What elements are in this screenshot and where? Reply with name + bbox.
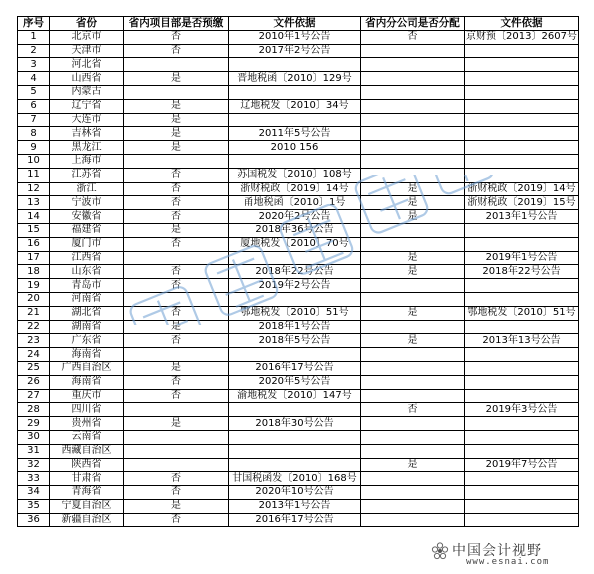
cell-index: 31 — [18, 444, 50, 458]
cell-branch-allocation: 是 — [361, 210, 465, 224]
cell-branch-allocation — [361, 127, 465, 141]
cell-branch-allocation: 是 — [361, 306, 465, 320]
cell-index: 34 — [18, 486, 50, 500]
cell-index: 22 — [18, 320, 50, 334]
cell-province: 云南省 — [50, 430, 124, 444]
cell-project-prepay — [124, 458, 229, 472]
cell-allocation-basis — [465, 85, 579, 99]
cell-allocation-basis — [465, 168, 579, 182]
cell-allocation-basis: 2019年1号公告 — [465, 251, 579, 265]
cell-index: 16 — [18, 237, 50, 251]
cell-allocation-basis — [465, 348, 579, 362]
cell-index: 25 — [18, 361, 50, 375]
cell-project-prepay — [124, 292, 229, 306]
cell-index: 12 — [18, 182, 50, 196]
cell-province: 浙江 — [50, 182, 124, 196]
cell-index: 10 — [18, 154, 50, 168]
cell-allocation-basis: 鄂地税发〔2010〕51号 — [465, 306, 579, 320]
cell-allocation-basis — [465, 499, 579, 513]
cell-index: 4 — [18, 72, 50, 86]
table-body — [18, 30, 579, 527]
cell-index: 18 — [18, 265, 50, 279]
header-allocation-basis: 文件依据 — [465, 17, 579, 31]
cell-allocation-basis — [465, 141, 579, 155]
cell-prepay-basis: 2020年5号公告 — [229, 375, 361, 389]
cell-branch-allocation — [361, 430, 465, 444]
cell-project-prepay: 否 — [124, 30, 229, 44]
cell-prepay-basis: 2020年2号公告 — [229, 210, 361, 224]
cell-branch-allocation — [361, 444, 465, 458]
cell-prepay-basis: 2018年36号公告 — [229, 223, 361, 237]
cell-prepay-basis: 晋地税函〔2010〕129号 — [229, 72, 361, 86]
cell-branch-allocation: 是 — [361, 196, 465, 210]
cell-prepay-basis: 厦地税发〔2010〕70号 — [229, 237, 361, 251]
cell-branch-allocation: 是 — [361, 182, 465, 196]
table-row — [18, 403, 579, 417]
cell-province: 上海市 — [50, 154, 124, 168]
cell-index: 32 — [18, 458, 50, 472]
cell-branch-allocation: 是 — [361, 251, 465, 265]
cell-prepay-basis: 甘国税函发〔2010〕168号 — [229, 472, 361, 486]
cell-project-prepay: 否 — [124, 472, 229, 486]
cell-index: 29 — [18, 417, 50, 431]
cell-province: 海南省 — [50, 375, 124, 389]
cell-branch-allocation — [361, 141, 465, 155]
cell-province: 宁夏自治区 — [50, 499, 124, 513]
cell-index: 30 — [18, 430, 50, 444]
cell-province: 贵州省 — [50, 417, 124, 431]
cell-index: 36 — [18, 513, 50, 527]
cell-index: 13 — [18, 196, 50, 210]
cell-allocation-basis — [465, 417, 579, 431]
cell-province: 甘肃省 — [50, 472, 124, 486]
cell-allocation-basis — [465, 486, 579, 500]
cell-index: 3 — [18, 58, 50, 72]
cell-branch-allocation: 是 — [361, 265, 465, 279]
cell-branch-allocation — [361, 168, 465, 182]
cell-allocation-basis: 2019年3号公告 — [465, 403, 579, 417]
cell-province: 山西省 — [50, 72, 124, 86]
cell-index: 19 — [18, 279, 50, 293]
cell-province: 宁波市 — [50, 196, 124, 210]
cell-province: 山东省 — [50, 265, 124, 279]
cell-province: 河北省 — [50, 58, 124, 72]
cell-prepay-basis: 渝地税发〔2010〕147号 — [229, 389, 361, 403]
cell-index: 21 — [18, 306, 50, 320]
cell-branch-allocation — [361, 154, 465, 168]
cell-branch-allocation — [361, 223, 465, 237]
cell-project-prepay: 否 — [124, 196, 229, 210]
cell-branch-allocation — [361, 348, 465, 362]
cell-prepay-basis — [229, 85, 361, 99]
cell-branch-allocation: 否 — [361, 30, 465, 44]
table-row — [18, 237, 579, 251]
cell-allocation-basis — [465, 72, 579, 86]
header-index: 序号 — [18, 17, 50, 31]
cell-allocation-basis: 2013年13号公告 — [465, 334, 579, 348]
table-row — [18, 141, 579, 155]
header-project-prepay: 省内项目部是否预缴 — [124, 17, 229, 31]
cell-index: 6 — [18, 99, 50, 113]
header-row — [18, 17, 579, 31]
cell-project-prepay — [124, 251, 229, 265]
cell-project-prepay — [124, 430, 229, 444]
cell-branch-allocation — [361, 58, 465, 72]
cell-index: 24 — [18, 348, 50, 362]
brand-title: 中国会计视野 — [452, 543, 542, 559]
cell-branch-allocation — [361, 320, 465, 334]
cell-prepay-basis: 苏国税发〔2010〕108号 — [229, 168, 361, 182]
cell-allocation-basis — [465, 292, 579, 306]
table-row — [18, 196, 579, 210]
cell-project-prepay: 否 — [124, 279, 229, 293]
cell-project-prepay — [124, 85, 229, 99]
cell-prepay-basis — [229, 113, 361, 127]
table-row — [18, 486, 579, 500]
table-row — [18, 127, 579, 141]
cell-prepay-basis: 浙财税政〔2019〕14号 — [229, 182, 361, 196]
cell-prepay-basis — [229, 251, 361, 265]
table-row — [18, 223, 579, 237]
cell-province: 广东省 — [50, 334, 124, 348]
cell-project-prepay: 否 — [124, 389, 229, 403]
cell-prepay-basis: 2018年1号公告 — [229, 320, 361, 334]
table-row — [18, 154, 579, 168]
cell-prepay-basis — [229, 430, 361, 444]
header-branch-allocation: 省内分公司是否分配 — [361, 17, 465, 31]
cell-province: 青岛市 — [50, 279, 124, 293]
table-row — [18, 99, 579, 113]
cell-project-prepay: 是 — [124, 127, 229, 141]
cell-branch-allocation — [361, 361, 465, 375]
cell-prepay-basis — [229, 58, 361, 72]
cell-province: 北京市 — [50, 30, 124, 44]
cell-province: 湖南省 — [50, 320, 124, 334]
cell-project-prepay: 否 — [124, 265, 229, 279]
cell-project-prepay: 否 — [124, 334, 229, 348]
cell-project-prepay — [124, 444, 229, 458]
cell-province: 海南省 — [50, 348, 124, 362]
cell-project-prepay: 是 — [124, 499, 229, 513]
cell-prepay-basis — [229, 348, 361, 362]
cell-prepay-basis — [229, 403, 361, 417]
cell-project-prepay: 是 — [124, 141, 229, 155]
cell-project-prepay — [124, 348, 229, 362]
table-row — [18, 279, 579, 293]
table-row — [18, 85, 579, 99]
cell-branch-allocation — [361, 375, 465, 389]
cell-index: 1 — [18, 30, 50, 44]
table-row — [18, 168, 579, 182]
cell-province: 广西自治区 — [50, 361, 124, 375]
cell-prepay-basis: 2018年30号公告 — [229, 417, 361, 431]
table-row — [18, 334, 579, 348]
cell-project-prepay: 否 — [124, 210, 229, 224]
table-row — [18, 182, 579, 196]
cell-prepay-basis: 2017年2号公告 — [229, 44, 361, 58]
cell-allocation-basis — [465, 58, 579, 72]
cell-allocation-basis — [465, 223, 579, 237]
cell-index: 11 — [18, 168, 50, 182]
cell-prepay-basis: 2016年17号公告 — [229, 513, 361, 527]
cell-province: 湖北省 — [50, 306, 124, 320]
table-row — [18, 306, 579, 320]
cell-province: 重庆市 — [50, 389, 124, 403]
cell-branch-allocation — [361, 99, 465, 113]
cell-branch-allocation — [361, 237, 465, 251]
cell-province: 黑龙江 — [50, 141, 124, 155]
cell-prepay-basis: 2020年10号公告 — [229, 486, 361, 500]
cell-province: 福建省 — [50, 223, 124, 237]
cell-province: 厦门市 — [50, 237, 124, 251]
cell-project-prepay: 否 — [124, 513, 229, 527]
cell-allocation-basis — [465, 44, 579, 58]
cell-index: 26 — [18, 375, 50, 389]
table-row — [18, 361, 579, 375]
prepayment-policy-table — [17, 16, 579, 527]
cell-prepay-basis: 2011年5号公告 — [229, 127, 361, 141]
cell-project-prepay: 否 — [124, 306, 229, 320]
cell-branch-allocation: 是 — [361, 334, 465, 348]
cell-branch-allocation — [361, 113, 465, 127]
cell-prepay-basis: 鄂地税发〔2010〕51号 — [229, 306, 361, 320]
table-row — [18, 265, 579, 279]
table-row — [18, 417, 579, 431]
cell-project-prepay: 是 — [124, 417, 229, 431]
cell-province: 辽宁省 — [50, 99, 124, 113]
cell-project-prepay: 否 — [124, 237, 229, 251]
cell-allocation-basis — [465, 99, 579, 113]
cell-province: 江苏省 — [50, 168, 124, 182]
cell-allocation-basis — [465, 444, 579, 458]
cell-project-prepay — [124, 154, 229, 168]
cell-project-prepay: 否 — [124, 182, 229, 196]
cell-branch-allocation: 否 — [361, 403, 465, 417]
cell-allocation-basis — [465, 375, 579, 389]
cell-allocation-basis — [465, 279, 579, 293]
cell-project-prepay: 否 — [124, 486, 229, 500]
table-row — [18, 348, 579, 362]
cell-index: 8 — [18, 127, 50, 141]
cell-prepay-basis: 2018年5号公告 — [229, 334, 361, 348]
cell-allocation-basis: 2019年7号公告 — [465, 458, 579, 472]
table-row — [18, 513, 579, 527]
brand-url: www.esnai.com — [466, 557, 550, 567]
table-row — [18, 472, 579, 486]
cell-branch-allocation — [361, 72, 465, 86]
cell-project-prepay: 是 — [124, 99, 229, 113]
table-row — [18, 58, 579, 72]
table-row — [18, 320, 579, 334]
table-row — [18, 444, 579, 458]
cell-project-prepay: 是 — [124, 320, 229, 334]
cell-province: 四川省 — [50, 403, 124, 417]
cell-index: 14 — [18, 210, 50, 224]
table-row — [18, 210, 579, 224]
cell-project-prepay: 否 — [124, 375, 229, 389]
brand-watermark — [426, 540, 586, 570]
cell-prepay-basis: 2016年17号公告 — [229, 361, 361, 375]
cell-province: 河南省 — [50, 292, 124, 306]
cell-index: 27 — [18, 389, 50, 403]
cell-branch-allocation — [361, 85, 465, 99]
cell-province: 天津市 — [50, 44, 124, 58]
cell-index: 33 — [18, 472, 50, 486]
cell-allocation-basis — [465, 320, 579, 334]
cell-index: 5 — [18, 85, 50, 99]
cell-index: 17 — [18, 251, 50, 265]
cell-branch-allocation — [361, 486, 465, 500]
header-province: 省份 — [50, 17, 124, 31]
cell-prepay-basis: 2010 156 — [229, 141, 361, 155]
cell-allocation-basis — [465, 361, 579, 375]
cell-branch-allocation — [361, 389, 465, 403]
cell-province: 陕西省 — [50, 458, 124, 472]
table-row — [18, 292, 579, 306]
cell-province: 新疆自治区 — [50, 513, 124, 527]
cell-prepay-basis: 2010年1号公告 — [229, 30, 361, 44]
cell-allocation-basis — [465, 154, 579, 168]
cell-province: 西藏自治区 — [50, 444, 124, 458]
cell-allocation-basis — [465, 389, 579, 403]
cell-prepay-basis: 甬地税函〔2010〕1号 — [229, 196, 361, 210]
cell-allocation-basis — [465, 513, 579, 527]
cell-prepay-basis: 辽地税发〔2010〕34号 — [229, 99, 361, 113]
cell-branch-allocation — [361, 472, 465, 486]
cell-province: 吉林省 — [50, 127, 124, 141]
cell-prepay-basis — [229, 458, 361, 472]
cell-index: 15 — [18, 223, 50, 237]
cell-province: 内蒙古 — [50, 85, 124, 99]
table-row — [18, 430, 579, 444]
cell-prepay-basis — [229, 444, 361, 458]
cell-project-prepay: 否 — [124, 44, 229, 58]
cell-project-prepay: 是 — [124, 223, 229, 237]
cell-prepay-basis: 2018年22号公告 — [229, 265, 361, 279]
cell-project-prepay: 是 — [124, 113, 229, 127]
table-row — [18, 499, 579, 513]
cell-province: 青海省 — [50, 486, 124, 500]
cell-index: 28 — [18, 403, 50, 417]
cell-allocation-basis — [465, 472, 579, 486]
cell-index: 35 — [18, 499, 50, 513]
table-row — [18, 44, 579, 58]
cell-allocation-basis: 浙财税政〔2019〕15号 — [465, 196, 579, 210]
table-row — [18, 72, 579, 86]
cell-branch-allocation — [361, 513, 465, 527]
cell-index: 23 — [18, 334, 50, 348]
cell-project-prepay: 否 — [124, 168, 229, 182]
cell-project-prepay: 是 — [124, 72, 229, 86]
table-row — [18, 251, 579, 265]
table-row — [18, 458, 579, 472]
cell-branch-allocation: 是 — [361, 458, 465, 472]
cell-index: 2 — [18, 44, 50, 58]
flower-logo-icon — [430, 542, 450, 560]
cell-branch-allocation — [361, 279, 465, 293]
table-row — [18, 375, 579, 389]
cell-prepay-basis — [229, 292, 361, 306]
cell-allocation-basis — [465, 430, 579, 444]
cell-allocation-basis — [465, 127, 579, 141]
header-prepay-basis: 文件依据 — [229, 17, 361, 31]
cell-index: 9 — [18, 141, 50, 155]
cell-province: 安徽省 — [50, 210, 124, 224]
cell-province: 江西省 — [50, 251, 124, 265]
table-row — [18, 113, 579, 127]
cell-allocation-basis: 浙财税政〔2019〕14号 — [465, 182, 579, 196]
cell-prepay-basis: 2013年1号公告 — [229, 499, 361, 513]
tax-table-sheet — [17, 16, 578, 527]
cell-prepay-basis: 2019年2号公告 — [229, 279, 361, 293]
cell-prepay-basis — [229, 154, 361, 168]
cell-allocation-basis: 京财预〔2013〕2607号 — [466, 31, 577, 43]
table-row — [18, 30, 579, 44]
cell-index: 20 — [18, 292, 50, 306]
table-row — [18, 389, 579, 403]
cell-project-prepay — [124, 403, 229, 417]
cell-branch-allocation — [361, 292, 465, 306]
cell-project-prepay: 是 — [124, 361, 229, 375]
cell-branch-allocation — [361, 44, 465, 58]
cell-branch-allocation — [361, 499, 465, 513]
cell-branch-allocation — [361, 417, 465, 431]
cell-allocation-basis — [465, 237, 579, 251]
cell-allocation-basis: 2018年22号公告 — [465, 265, 579, 279]
cell-allocation-basis — [465, 113, 579, 127]
cell-province: 大连市 — [50, 113, 124, 127]
cell-project-prepay — [124, 58, 229, 72]
cell-allocation-basis: 2013年1号公告 — [465, 210, 579, 224]
cell-index: 7 — [18, 113, 50, 127]
